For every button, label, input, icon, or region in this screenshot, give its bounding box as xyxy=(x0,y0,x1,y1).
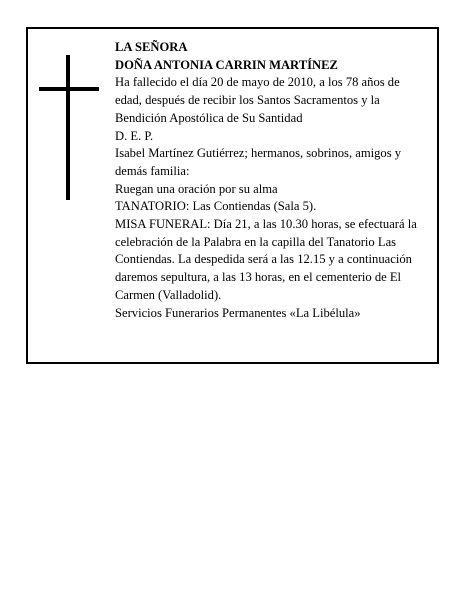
obituary-notice xyxy=(26,27,439,364)
funeral-home-info: TANATORIO: Las Contiendas (Sala 5). xyxy=(115,199,317,214)
prayer-request: Ruegan una oración por su alma xyxy=(115,181,278,196)
family-members: Isabel Martínez Gutiérrez; hermanos, sobrinos, amigos y demás familia: xyxy=(115,146,402,178)
funeral-mass-info: MISA FUNERAL: Día 21, a las 10.30 horas, se efectuará la celebración de la Palabra en la capilla del Tanatorio Las Contiendas. La despedida será a las 12.15 y a continuación daremos sepultura, a las 13 horas, en el cementerio de El Carmen (Valladolid). xyxy=(115,217,417,302)
cross-icon xyxy=(39,55,99,200)
cross-vertical-bar xyxy=(66,55,70,200)
cross-horizontal-bar xyxy=(39,87,99,91)
notice-body xyxy=(115,39,427,322)
rest-in-peace: D. E. P. xyxy=(115,128,154,143)
funeral-services-provider: Servicios Funerarios Permanentes «La Libélula» xyxy=(115,305,361,320)
death-announcement: Ha fallecido el día 20 de mayo de 2010, a los 78 años de edad, después de recibir los Santos Sacramentos y la Bendición Apostólica de Su Santidad xyxy=(115,75,400,125)
notice-title-honorific: LA SEÑORA xyxy=(115,40,188,54)
deceased-name: DOÑA ANTONIA CARRIN MARTÍNEZ xyxy=(115,57,338,72)
